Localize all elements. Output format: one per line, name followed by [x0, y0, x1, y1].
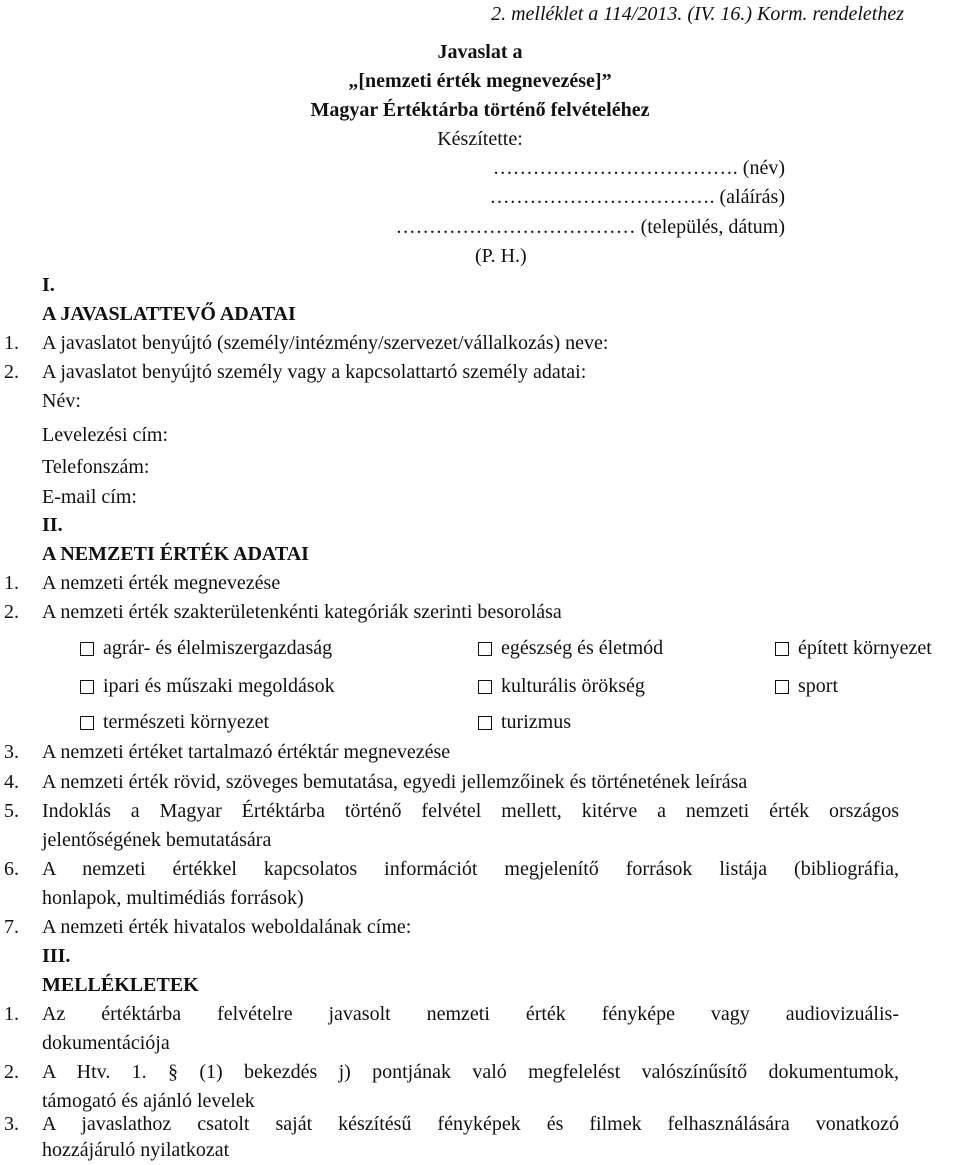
s2-item-5-number: 5.	[4, 800, 19, 822]
s2-item-2-text: A nemzeti érték szakterületenkénti kategóriák szerinti besorolása	[42, 601, 562, 623]
s2-item-6-text-line-1: A nemzeti értékkel kapcsolatos információt megjelenítő források listája (bibliográfia,	[42, 858, 899, 880]
section-1-number: I.	[42, 274, 55, 296]
s1-item-1-text: A javaslatot benyújtó (személy/intézmény/szervezet/vállalkozás) neve:	[42, 332, 609, 354]
category-label: sport	[798, 675, 838, 697]
category-checkbox-agriculture[interactable]	[80, 634, 332, 663]
s2-item-5-text-line-2: jelentőségének bemutatására	[42, 829, 272, 851]
section-2-number: II.	[42, 514, 63, 536]
s2-item-6-number: 6.	[4, 858, 19, 880]
title-line-2: „[nemzeti érték megnevezése]”	[348, 70, 612, 92]
s2-item-7-text: A nemzeti érték hivatalos weboldalának címe:	[42, 916, 412, 938]
place-date-line: ……………………………… (település, dátum)	[395, 216, 785, 238]
s2-item-1-text: A nemzeti érték megnevezése	[42, 572, 281, 594]
section-3-number: III.	[42, 945, 71, 967]
s1-item-1-number: 1.	[4, 332, 19, 354]
category-label: turizmus	[501, 711, 571, 733]
s3-item-3-text-line-1: A javaslathoz csatolt saját készítésű fényképek és filmek felhasználására vonatkozó	[42, 1113, 899, 1135]
s3-item-2-text-line-1: A Htv. 1. § (1) bekezdés j) pontjának való megfelelést valószínűsítő dokumentumok,	[42, 1061, 899, 1083]
category-label: kulturális örökség	[501, 675, 645, 697]
category-checkbox-cultural-heritage[interactable]	[478, 672, 645, 701]
s1-item-2-text: A javaslatot benyújtó személy vagy a kapcsolattartó személy adatai:	[42, 361, 587, 383]
category-label: ipari és műszaki megoldások	[103, 675, 335, 697]
category-checkbox-built-environment[interactable]	[775, 634, 932, 663]
s2-item-6-text-line-2: honlapok, multimédiás források)	[42, 887, 304, 909]
s2-item-5-text-line-1: Indoklás a Magyar Értéktárba történő felvétel mellett, kitérve a nemzeti érték országos	[42, 800, 899, 822]
s3-item-3-number: 3.	[4, 1113, 19, 1135]
s2-item-3-number: 3.	[4, 741, 19, 763]
s3-item-1-text-line-2: dokumentációja	[42, 1032, 170, 1054]
s2-item-2-number: 2.	[4, 601, 19, 623]
prepared-by-label: Készítette:	[437, 128, 523, 150]
s3-item-2-number: 2.	[4, 1061, 19, 1083]
title-line-3: Magyar Értéktárba történő felvételéhez	[310, 99, 650, 121]
s2-item-4-number: 4.	[4, 771, 19, 793]
checkbox-square[interactable]	[80, 680, 94, 694]
checkbox-square[interactable]	[80, 642, 94, 656]
decree-reference: 2. melléklet a 114/2013. (IV. 16.) Korm. rendelethez	[491, 3, 904, 25]
field-name-label: Név:	[42, 390, 81, 412]
checkbox-square[interactable]	[80, 716, 94, 730]
signature-line: ……………………………. (aláírás)	[489, 186, 785, 208]
category-checkbox-sport[interactable]	[775, 672, 838, 701]
name-line: ………………………………. (név)	[492, 157, 785, 179]
category-label: agrár- és élelmiszergazdaság	[103, 637, 333, 659]
category-checkbox-tourism[interactable]	[478, 708, 571, 737]
checkbox-square[interactable]	[478, 642, 492, 656]
checkbox-square[interactable]	[775, 642, 789, 656]
s2-item-4-text: A nemzeti érték rövid, szöveges bemutatása, egyedi jellemzőinek és történetének leírása	[42, 771, 748, 793]
section-1-title: A JAVASLATTEVŐ ADATAI	[42, 303, 296, 325]
s2-item-1-number: 1.	[4, 572, 19, 594]
title-line-1: Javaslat a	[437, 41, 523, 63]
s3-item-2-text-line-2: támogató és ajánló levelek	[42, 1090, 255, 1112]
s2-item-7-number: 7.	[4, 916, 19, 938]
s2-item-3-text: A nemzeti értéket tartalmazó értéktár megnevezése	[42, 741, 451, 763]
field-email-label: E-mail cím:	[42, 486, 137, 508]
category-checkbox-industrial[interactable]	[80, 672, 335, 701]
category-label: épített környezet	[798, 637, 932, 659]
checkbox-square[interactable]	[775, 680, 789, 694]
category-label: egészség és életmód	[501, 637, 664, 659]
category-label: természeti környezet	[103, 711, 270, 733]
s3-item-1-number: 1.	[4, 1003, 19, 1025]
checkbox-square[interactable]	[478, 680, 492, 694]
section-3-title: MELLÉKLETEK	[42, 974, 199, 996]
s1-item-2-number: 2.	[4, 361, 19, 383]
field-phone-label: Telefonszám:	[42, 456, 150, 478]
section-2-title: A NEMZETI ÉRTÉK ADATAI	[42, 543, 309, 565]
s3-item-3-text-line-2: hozzájáruló nyilatkozat	[42, 1139, 230, 1161]
s3-item-1-text-line-1: Az értéktárba felvételre javasolt nemzeti érték fényképe vagy audiovizuális-	[42, 1003, 899, 1025]
field-address-label: Levelezési cím:	[42, 424, 169, 446]
checkbox-square[interactable]	[478, 716, 492, 730]
category-checkbox-health[interactable]	[478, 634, 663, 663]
stamp-label: (P. H.)	[475, 245, 527, 267]
category-checkbox-natural-environment[interactable]	[80, 708, 269, 737]
